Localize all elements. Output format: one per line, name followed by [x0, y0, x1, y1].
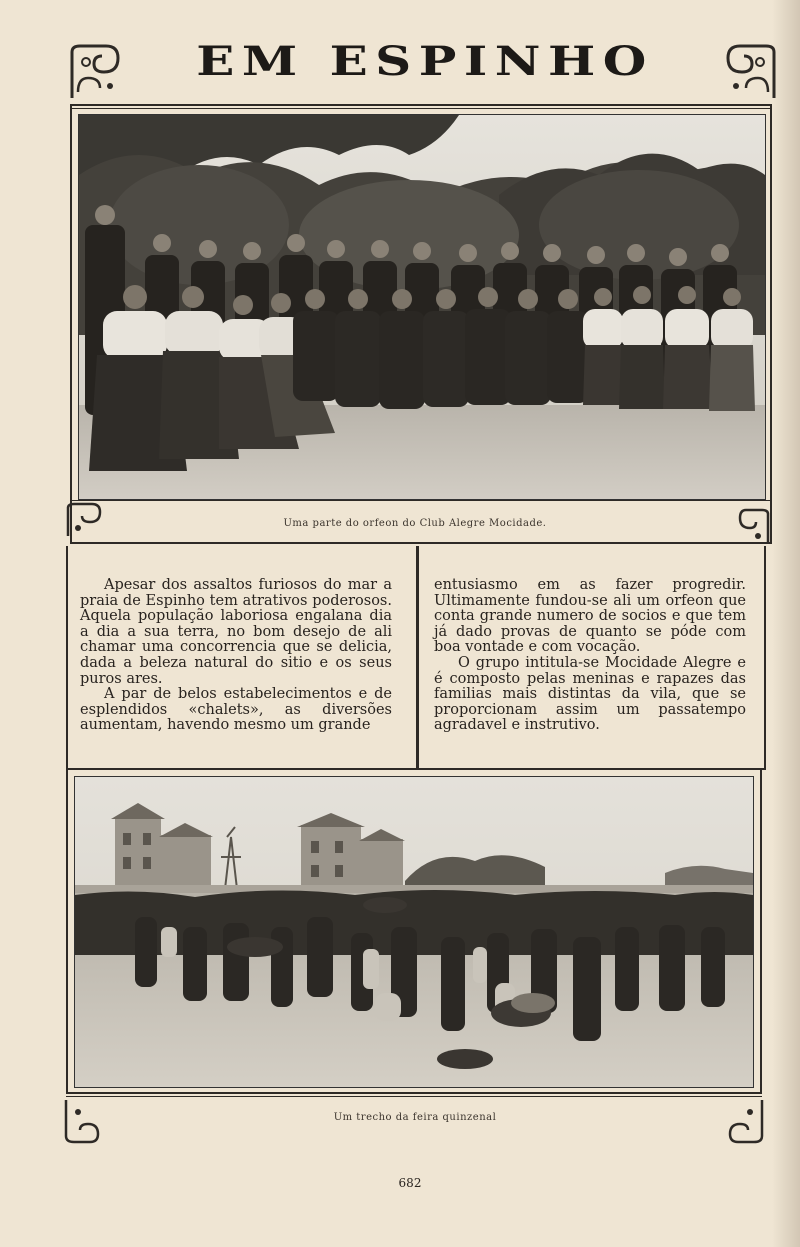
- ornament-mid-right-icon: [736, 506, 772, 546]
- ornament-top-right-icon: [724, 42, 780, 102]
- photo-choir-group: [78, 114, 766, 500]
- frame-top-rule-thin: [70, 108, 772, 109]
- article-left-paragraph-1: Apesar dos assaltos furiosos do mar a praia de Espinho tem atrativos poderosos. Aquela população laboriosa engalana dia a dia a sua terra, no bom desejo de ali chamar uma concorrencia que se delicia, dada a beleza natural do sitio e os seus puros ares.: [80, 577, 392, 687]
- bottom-frame-rule-thin: [66, 1096, 762, 1097]
- text-box-left-rule: [66, 546, 68, 770]
- article-left-paragraph-2: A par de belos estabelecimentos e de esplendidos «chalets», as diversões aumentam, havendo mesmo um grande: [80, 686, 392, 734]
- page-title: EM ESPINHO: [196, 38, 654, 85]
- article-column-right: [434, 578, 746, 734]
- frame-caption-rule-bottom: [70, 542, 772, 544]
- ornament-bottom-right-icon: [726, 1096, 766, 1146]
- bottom-frame-rule: [66, 1092, 762, 1094]
- page-number: 682: [398, 1176, 422, 1190]
- frame-left-rule: [70, 104, 72, 544]
- page-edge-shadow: [772, 0, 800, 1247]
- text-box-right-rule: [764, 546, 766, 770]
- article-right-paragraph-2: O grupo intitula-se Mocidade Alegre e é composto pelas meninas e rapazes das familias mais distintas da vila, que se proporcionam assim um passatempo agradavel e instrutivo.: [434, 654, 746, 734]
- article-right-paragraph-1: entusiasmo em as fazer progredir. Ultimamente fundou-se ali um orfeon que conta grande numero de socios e que tem já dado provas de quanto se póde com boa vontade e com vocação.: [434, 577, 746, 656]
- frame-top-rule: [70, 104, 772, 106]
- bottom-photo-right-rule: [760, 770, 762, 1094]
- article-column-left: [80, 578, 392, 734]
- photo-fair-crowd: [74, 776, 754, 1088]
- caption-bottom-photo: Um trecho da feira quinzenal: [333, 1112, 497, 1123]
- ornament-top-left-icon: [66, 42, 122, 102]
- ornament-bottom-left-icon: [62, 1096, 102, 1146]
- bottom-photo-left-rule: [66, 770, 68, 1094]
- frame-caption-rule-top: [70, 500, 772, 501]
- text-box-bottom-rule: [66, 768, 766, 770]
- frame-right-rule: [770, 104, 772, 544]
- caption-top-photo: Uma parte do orfeon do Club Alegre Mocidade.: [283, 518, 547, 529]
- text-box-divider: [416, 546, 419, 770]
